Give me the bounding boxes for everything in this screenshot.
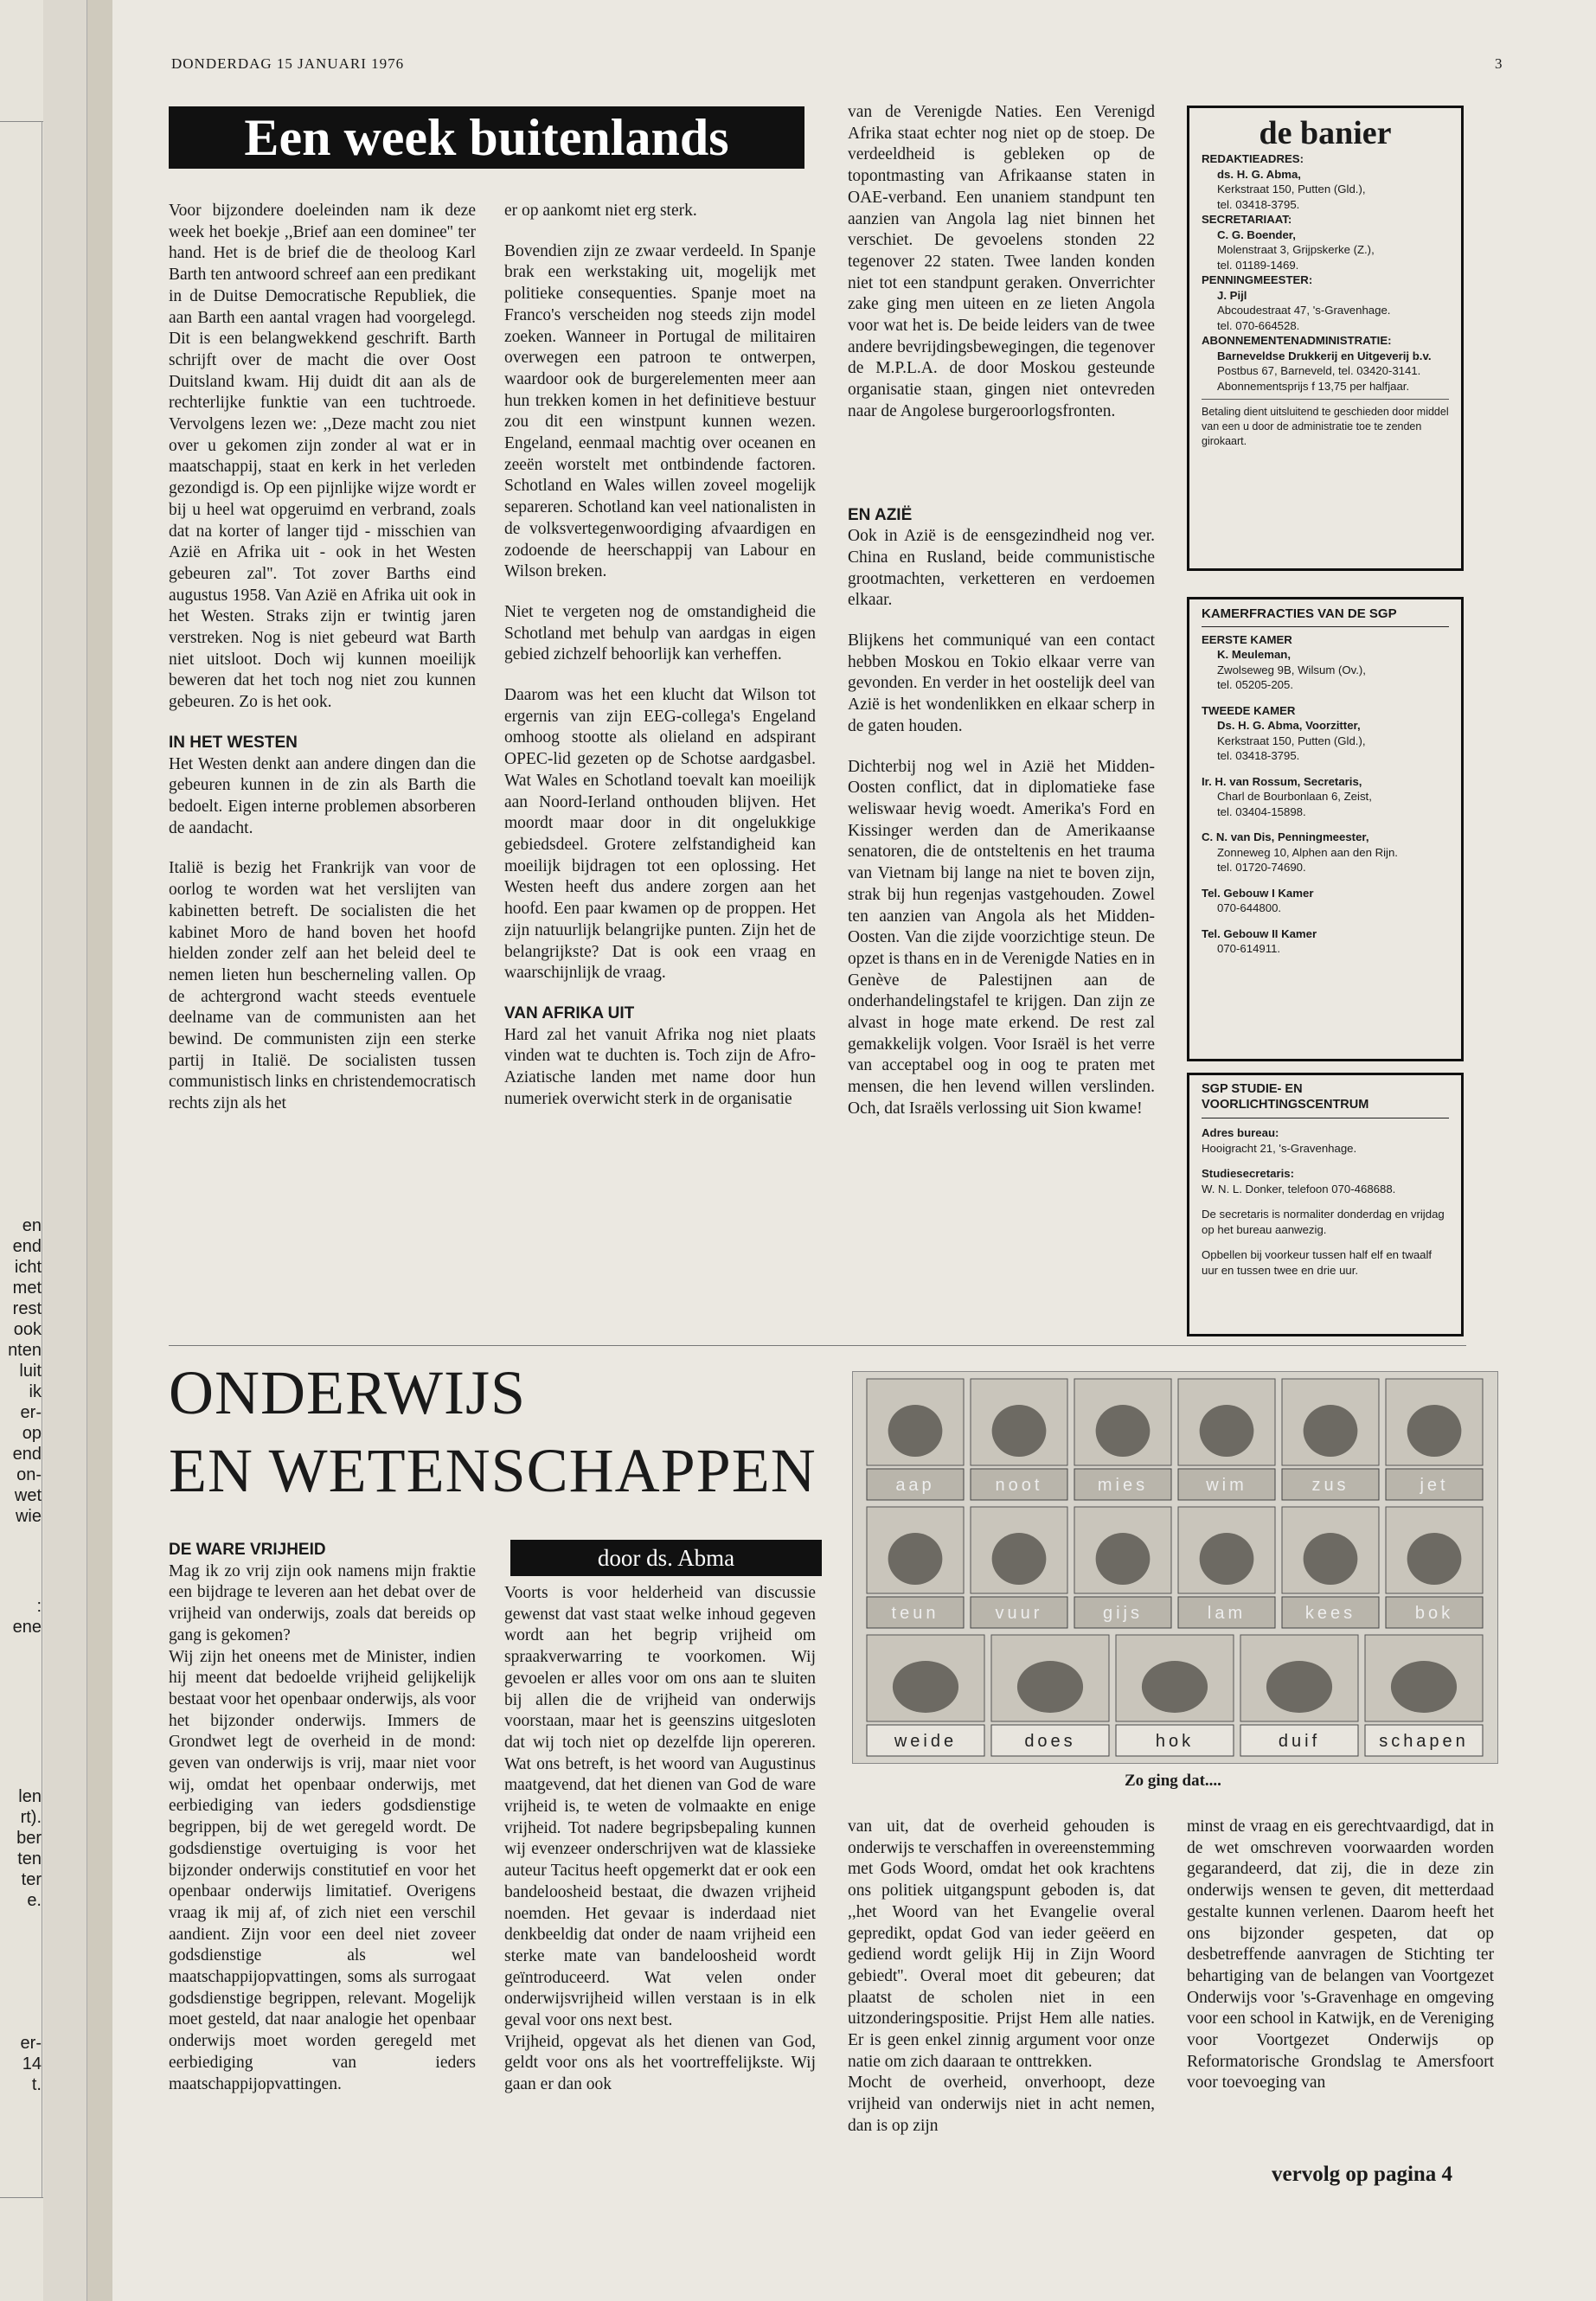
word-card-label: aap: [895, 1476, 935, 1495]
chart-figure: [1407, 1405, 1462, 1457]
margin-fragment: 14: [22, 2054, 42, 2073]
word-card-label: mies: [1097, 1476, 1149, 1495]
headline-line: EN WETENSCHAPPEN: [169, 1436, 817, 1505]
paragraph: Het Westen denkt aan andere dingen dan die gebeuren kunnen in de zin als Barth die bedoelt. Eigen interne problemen absorberen de aandacht.: [169, 754, 476, 837]
paragraph: Niet te vergeten nog de omstandigheid die Schotland met behulp van aardgas in eigen gebied zichzelf behoorlijk kan verheffen.: [504, 602, 816, 664]
box-line: Hooigracht 21, 's-Gravenhage.: [1202, 1141, 1357, 1155]
paragraph: Wij zijn het oneens met de Minister, indien hij meent dat bedoelde vrijheid gelijkelijk bestaat voor het openbaar onderwijs, als voor het bijzonder onderwijs. Immers de Grondwet legt de overheid in de mond: geven van onderwijs is vrij, maar niet voor wij, omdat het openbaar onderwijs, met eerbiediging van ieders godsdienstige begrippen, bij de wet geregeld wordt. De godsdienstige overtuiging is voor het bijzonder onderwijs constitutief en voor het openbaar onderwijs limitatief. Overigens vraag ik mij af, of zich niet een verschil aandient. Zijn voor een deel niet zoveer godsdienstige als wel maatschappijopvattingen, soms als surrogaat godsdienstige begrippen, relevant. Mogelijk moet gesteld, dat naar analogie het openbaar onderwijs moet worden geregeld met eerbiediging van ieders maatschappijopvattingen.: [169, 1647, 476, 2093]
word-card-label: does: [1024, 1732, 1076, 1751]
margin-fragment: e.: [27, 1891, 42, 1910]
word-card-label: duif: [1278, 1732, 1321, 1751]
margin-fragment-block: [0, 1215, 42, 1527]
chart-figure: [1304, 1533, 1358, 1585]
margin-fragment: ber: [16, 1829, 42, 1848]
subheading: IN HET WESTEN: [169, 733, 298, 752]
box-line: Zonneweg 10, Alphen aan den Rijn.: [1217, 845, 1398, 859]
chart-figure: [1142, 1661, 1208, 1713]
word-card-label: vuur: [995, 1604, 1043, 1623]
onderwijs-column-3: [848, 1817, 1155, 2138]
word-card-label: wim: [1206, 1476, 1247, 1495]
box-line: De secretaris is normaliter donderdag en vrijdag op het bureau aanwezig.: [1202, 1208, 1445, 1236]
margin-fragment-block: [0, 2033, 42, 2095]
strip-rule: [0, 121, 43, 122]
margin-fragment: end: [12, 1237, 42, 1256]
chart-figure: [1096, 1533, 1151, 1585]
box-line: Kerkstraat 150, Putten (Gld.),: [1217, 183, 1366, 195]
article-column-1: [169, 201, 476, 1134]
box-line: Adres bureau:: [1202, 1126, 1279, 1139]
box-line: Opbellen bij voorkeur tussen half elf en twaalf uur en tussen twee en drie uur.: [1202, 1248, 1433, 1277]
centrum-details: [1202, 1125, 1449, 1278]
margin-fragment: len: [18, 1787, 42, 1806]
paragraph: Hard zal het vanuit Afrika nog niet plaats vinden wat te duchten is. Toch zijn de Afro-Aziatische landen met name door hun numeriek overwicht sterk in de organisatie: [504, 1025, 816, 1108]
photo-caption: Zo ging dat....: [1125, 1772, 1221, 1790]
box-line: Ir. H. van Rossum, Secretaris,: [1202, 774, 1362, 788]
section-headline: [169, 1354, 843, 1509]
box-line: REDAKTIEADRES:: [1202, 152, 1304, 165]
fractie-members: [1202, 632, 1449, 957]
margin-fragment: er-: [20, 1403, 42, 1422]
word-card-label: hok: [1155, 1732, 1195, 1751]
de-banier-box: [1187, 106, 1464, 571]
margin-fragment: en: [22, 1216, 42, 1235]
box-line: J. Pijl: [1217, 288, 1247, 302]
masthead-details: [1202, 151, 1449, 394]
margin-fragment: luit: [19, 1362, 42, 1381]
spacer: [1202, 1156, 1449, 1166]
chart-figure: [888, 1405, 943, 1457]
box-title: VOORLICHTINGSCENTRUM: [1202, 1098, 1449, 1119]
paragraph: Daarom was het een klucht dat Wilson tot ergernis van zijn EEG-collega's Engeland omhoog stootte als olieland en adspirant OPEC-lid gezeten op de Schotse aardgasbel. Wat Wales en Schotland toevalt kan moeilijk aan Noord-Ierland onthouden blijven. Het moordt maar door in dit ongelukkige gebiedsdeel. Grotere zelfstandigheid kan moeilijk bijdragen tot een oplossing. Het Westen heeft dus andere zorgen aan het hoofd. Een paar kwamen op de proppen. Het zijn natuurlijk belangrijke punten. Zijn het de belangrijkste? Dat is ook een vraag en waarschijnlijk de vraag.: [504, 686, 816, 983]
margin-fragment: ter: [21, 1870, 42, 1889]
box-line: tel. 070-664528.: [1217, 318, 1300, 332]
chart-figure: [1391, 1661, 1457, 1713]
spacer: [1202, 819, 1449, 830]
page-shadow: [43, 0, 87, 2301]
chart-figure: [888, 1533, 943, 1585]
previous-page-strip: [0, 0, 43, 2301]
word-card-label: schapen: [1379, 1732, 1469, 1751]
box-line: tel. 03418-3795.: [1217, 749, 1300, 762]
headline-line: ONDERWIJS: [169, 1358, 527, 1427]
box-line: Studiesecretaris:: [1202, 1167, 1295, 1180]
masthead-title: de banier: [1259, 115, 1392, 151]
box-line: Charl de Bourbonlaan 6, Zeist,: [1217, 790, 1372, 803]
chart-figure: [1304, 1405, 1358, 1457]
box-line: tel. 01720-74690.: [1217, 861, 1306, 874]
onderwijs-column-2: [504, 1583, 816, 2096]
margin-fragment: t.: [31, 2075, 42, 2094]
box-line: 070-614911.: [1217, 942, 1281, 955]
word-card-label: noot: [995, 1476, 1043, 1495]
word-card-label: teun: [891, 1604, 939, 1623]
spacer: [1202, 764, 1449, 774]
section-title-banner: Een week buitenlands: [169, 106, 804, 169]
box-title: SGP STUDIE- EN: [1202, 1082, 1303, 1096]
margin-fragment: rt).: [20, 1808, 42, 1827]
byline: door ds. Abma: [510, 1540, 822, 1576]
spacer: [1202, 875, 1449, 886]
margin-fragment: met: [12, 1279, 42, 1298]
margin-fragment: :: [36, 1597, 42, 1616]
margin-fragment: nten: [8, 1341, 42, 1360]
box-line: Barneveldse Drukkerij en Uitgeverij b.v.: [1217, 349, 1432, 362]
margin-fragment: ook: [13, 1320, 42, 1339]
strip-rule: [0, 2197, 43, 2198]
margin-fragment: on-: [16, 1465, 42, 1484]
chart-figure: [1200, 1405, 1254, 1457]
box-line: ABONNEMENTENADMINISTRATIE:: [1202, 334, 1392, 347]
box-line: 070-644800.: [1217, 901, 1282, 914]
box-line: tel. 03418-3795.: [1217, 197, 1300, 211]
box-line: Abcoudestraat 47, 's-Gravenhage.: [1217, 304, 1391, 317]
box-line: Ds. H. G. Abma, Voorzitter,: [1217, 719, 1361, 732]
box-line: SECRETARIAAT:: [1202, 213, 1292, 226]
box-line: tel. 03404-15898.: [1217, 804, 1306, 818]
word-card-label: weide: [894, 1732, 958, 1751]
paragraph: Italië is bezig het Frankrijk van voor de oorlog te worden wat het verslijten van kabinetten betreft. De socialisten die het kabinet Moro de hand boven het hoofd hielden zonder zelf aan het beleid deel te nemen lieten hun bescherneling vallen. Op de achtergrond wacht steeds eventuele deelname van de communisten aan het bewind. De communisten zijn een sterke partij in Italië. De socialisten tussen communistisch links en christendemocratisch rechts zijn als het: [169, 859, 476, 1113]
box-line: ds. H. G. Abma,: [1217, 167, 1301, 181]
spacer: [1202, 1237, 1449, 1247]
box-line: PENNINGMEESTER:: [1202, 273, 1313, 286]
article-column-2: [504, 201, 816, 1129]
gutter: [87, 0, 114, 2301]
article-column-3: [848, 102, 1155, 1139]
reading-chart-illustration: [852, 1371, 1498, 1764]
onderwijs-column-1: [169, 1540, 476, 2095]
spacer: [1202, 916, 1449, 926]
box-line: Abonnementsprijs f 13,75 per halfjaar.: [1217, 379, 1410, 393]
box-line: Zwolseweg 9B, Wilsum (Ov.),: [1217, 663, 1366, 676]
margin-fragment: icht: [14, 1258, 42, 1277]
box-line: Molenstraat 3, Grijpskerke (Z.),: [1217, 243, 1375, 256]
paragraph: Vrijheid, opgevat als het dienen van God, geldt voor ons als het voortreffelijkste. Wij gaan er dan ook: [504, 2032, 816, 2094]
chart-figure: [1407, 1533, 1462, 1585]
word-card-label: kees: [1304, 1604, 1356, 1623]
spacer: [1202, 693, 1449, 703]
box-line: Postbus 67, Barneveld, tel. 03420-3141.: [1217, 364, 1421, 377]
chart-figure: [1266, 1661, 1332, 1713]
onderwijs-column-4: [1187, 1817, 1494, 2094]
box-line: Tel. Gebouw II Kamer: [1202, 926, 1317, 940]
paragraph: Bovendien zijn ze zwaar verdeeld. In Spanje brak een werkstaking uit, mogelijk met politieke consequenties. Spanje moet na Franco's verscheiden nog steeds zijn model zoeken. Wanneer in Portugal de militairen overwegen een patroon te ontwerpen, waardoor ook de burgerelementen meer aan hun trekken komen in het definitieve bestuur zou dit een winstpunt kunnen wezen. Engeland, eenmaal machtig over oceanen en zeeën worstelt met ontbindende factoren. Schotland en Wales willen zoveel mogelijk separeren. Schotland kan veel nationalisten in de volksvertegenwoordiging afvaardigen en zodoende de heerschappij van Labour en Wilson breken.: [504, 241, 816, 581]
subheading: DE WARE VRIJHEID: [169, 1541, 326, 1559]
paragraph: Voor bijzondere doeleinden nam ik deze week het boekje ,,Brief aan een dominee'' ter hand. Het is de brief die de theoloog Karl Barth ten antwoord schreef aan een predikant in de Duitse Democratische Republiek, die aan Barth een aantal vragen had voorgelegd. Dit is een belangwekkend geschrift. Barth schrijft over de macht die over Oost Duitsland kwam. Hij duidt dit aan als de rechterlijke funktie van een tuchtroede. Vervolgens lezen we: ,,Deze macht zou niet over u gekomen zijn zonder al wat er in maatschappij, staat en kerk in het verleden gezondigd is. Op een pijnlijke wijze wordt er bij u heel wat opgeruimd en verbrand, zoals dat na korter of langer tijd - misschien van Azië en Afrika uit - ook in het Westen gebeuren zal''. Tot zover Barths eind augustus 1958. Van Azië en Afrika uit ook in het Westen. Straks zijn er twintig jaren verstreken. Nog is niet gebeurd wat Barth niet uitsloot. Doch wij kunnen moeilijk beweren dat het toch nog niet zou kunnen gebeuren. Zo is het ook.: [169, 202, 476, 712]
paragraph: van de Verenigde Naties. Een Verenigd Afrika staat echter nog niet op de stoep. De verdeeldheid is gebleken op de topontmasting van Afrikaanse staten in OAE-verband. Een unaniem standpunt ten aanzien van Angola lag niet binnen het verschiet. De gevoelens stonden 22 tegenover 22 staten. Twee landen konden niet tot een standpunt geraken. Onverrichter zake ging men uiteen en ze lieten Angola voor wat het is. De beide leiders van de twee andere bevrijdingsbewegingen, die tegenover de M.P.L.A. de door Moskou gesteunde organisatie staan, gingen niet ontevreden naar de Angolese burgeroorlogsfronten.: [848, 103, 1155, 420]
paragraph: Mag ik zo vrij zijn ook namens mijn fraktie een bijdrage te leveren aan het debat over de vrijheid van onderwijs, zoals dat bereids op gang is gekomen?: [169, 1561, 476, 1644]
chart-figure: [992, 1533, 1047, 1585]
margin-fragment: op: [22, 1424, 42, 1443]
paragraph: Voorts is voor helderheid van discussie gewenst dat vast staat welke inhoud gegeven wordt aan het begrip vrijheid om spraakverwarring te voorkomen. Wij gevoelen er alles voor om ons aan te sluiten bij allen die de vrijheid van onderwijs voorstaan, maar het is geenszins uitgesloten dat wij toch niet op dezelfde lijn opereren. Wat ons betreft, is het woord van Augustinus maatgevend, dat het dienen van God de ware vrijheid is, te weten de volmaakte en enige vrijheid. Tot nadere begripsbepaling kunnen wij evenzeer onderschrijven wat de klassieke auteur Tacitus heeft opgemerkt dat er ook een bandeloosheid bestaat, die dwazen vrijheid noemden. Het gevaar is inderdaad niet denkbeeldig dat onder de naam vrijheid een sterke mate van bandeloosheid wordt geïntroduceerd. Wat velen onder onderwijsvrijheid willen verstaan is in elk geval voor ons next best.: [504, 1584, 816, 2030]
margin-fragment: er-: [20, 2034, 42, 2053]
box-line: C. N. van Dis, Penningmeester,: [1202, 830, 1369, 843]
margin-fragment: ene: [12, 1618, 42, 1637]
chart-figure: [992, 1405, 1047, 1457]
box-line: tel. 01189-1469.: [1217, 258, 1299, 272]
box-line: EERSTE KAMER: [1202, 632, 1292, 646]
margin-fragment: wie: [15, 1507, 42, 1526]
margin-fragment: ten: [17, 1849, 42, 1868]
reading-chart-drawing: [853, 1372, 1497, 1763]
box-title: KAMERFRACTIES VAN DE SGP: [1202, 606, 1449, 627]
margin-fragment: end: [12, 1445, 42, 1464]
subheading: VAN AFRIKA UIT: [504, 1003, 635, 1022]
paragraph: Blijkens het communiqué van een contact hebben Moskou en Tokio elkaar verre van gevonden. En verder in het oostelijk deel van Azië is het wondenlikken en elkaar scherp in de gaten houden.: [848, 631, 1155, 735]
paragraph: Dichterbij nog wel in Azië het Midden-Oosten conflict, dat in diplomatieke fase weliswaar hevig woedt. Amerika's Ford en Kissinger werden dan de Amerikaanse senatoren, die de ontsteltenis en het trauma van Vietnam bij lange na niet te boven zijn, strak bij hun regenjas vastgehouden. Zowel ten aanzien van Angola als het Midden-Oosten. Van die zijde voorzichtige steun. De opzet is thans en in de Verenigde Naties en in Genève de Palestijnen aan de onderhandelingstafel te krijgen. Dan zijn ze alvast in hoge mate erkend. De rest zal gemakkelijk volgen. Voor Israël is het verre van acceptabel oog in oog te praten met mensen, die hen levend willen verslinden. Och, dat Israëls verlossing uit Sion kwame!: [848, 757, 1155, 1118]
continued-on-page-link[interactable]: vervolg op pagina 4: [1272, 2163, 1453, 2186]
margin-fragment-block: [0, 1786, 42, 1911]
studiecentrum-box: [1187, 1073, 1464, 1336]
box-line: Kerkstraat 150, Putten (Gld.),: [1217, 734, 1366, 747]
kamerfracties-box: [1187, 597, 1464, 1061]
box-line: tel. 05205-205.: [1217, 678, 1293, 691]
word-card-label: jet: [1420, 1476, 1449, 1495]
word-card-label: gijs: [1102, 1604, 1144, 1623]
margin-fragment: wet: [14, 1486, 42, 1505]
box-line: Tel. Gebouw I Kamer: [1202, 886, 1314, 900]
box-line: TWEEDE KAMER: [1202, 703, 1296, 717]
box-line: C. G. Boender,: [1217, 228, 1296, 241]
right-page-number: 3: [1495, 55, 1503, 72]
word-card-label: bok: [1414, 1604, 1454, 1623]
paragraph: minst de vraag en eis gerechtvaardigd, dat in de wet omschreven voorwaarden worden gegarandeerd, dat zij, die in deze zin onderwijs wensen te geven, dit metterdaad gestalte kunnen verlenen. Daarom heeft het ons bijzonder gespeten, dat op desbetreffende aanvragen de Stichting ter behartiging van de belangen van Voortgezet Onderwijs voor 's-Gravenhage en omgeving voor een school in Katwijk, en de Vereniging voor Voortgezet Onderwijs op Reformatorische Grondslag te Amersfoort voor toevoeging van: [1187, 1817, 1494, 2093]
margin-fragment-block: [0, 1596, 42, 1638]
box-line: K. Meuleman,: [1217, 648, 1292, 661]
paragraph: van uit, dat de overheid gehouden is onderwijs te verschaffen in overeenstemming met Gods Woord, omdat het ook krachtens ons politiek uitgangspunt geboden is, dat ,,het Woord van het Evangelie overal gepredikt, opdat God van ieder geëerd en gediend wordt gelijk Hij in Zijn Woord gebiedt''. Overal moet dit gebeuren; dat plaatst de scholen niet in een uitzonderingspositie. Prijst Hem alle naties. Er is geen enkel zinnig argument voor onze natie om zich daaraan te onttrekken.: [848, 1817, 1155, 2071]
chart-figure: [1017, 1661, 1083, 1713]
chart-figure: [1096, 1405, 1151, 1457]
running-head: DONDERDAG 15 JANUARI 1976: [171, 55, 405, 72]
paragraph: Mocht de overheid, onverhoopt, deze vrijheid van onderwijs niet in acht nemen, dan is op zijn: [848, 2073, 1155, 2135]
chart-figure: [1200, 1533, 1254, 1585]
word-card-label: zus: [1311, 1476, 1349, 1495]
divider: [1202, 399, 1449, 400]
margin-fragment: rest: [12, 1299, 42, 1318]
payment-note: Betaling dient uitsluitend te geschieden door middel van een u door de administratie toe te zenden girokaart.: [1202, 406, 1449, 447]
paragraph: Ook in Azië is de eensgezindheid nog ver. China en Rusland, beide communistische grootmachten, verketteren en verdoemen elkaar.: [848, 527, 1155, 610]
box-line: W. N. L. Donker, telefoon 070-468688.: [1202, 1182, 1396, 1195]
subheading: EN AZIË: [848, 505, 913, 524]
chart-figure: [893, 1661, 958, 1713]
section-divider: [169, 1345, 1466, 1346]
spacer: [1202, 1196, 1449, 1207]
word-card-label: lam: [1207, 1604, 1247, 1623]
margin-fragment: ik: [29, 1382, 42, 1401]
paragraph: er op aankomt niet erg sterk.: [504, 202, 697, 220]
